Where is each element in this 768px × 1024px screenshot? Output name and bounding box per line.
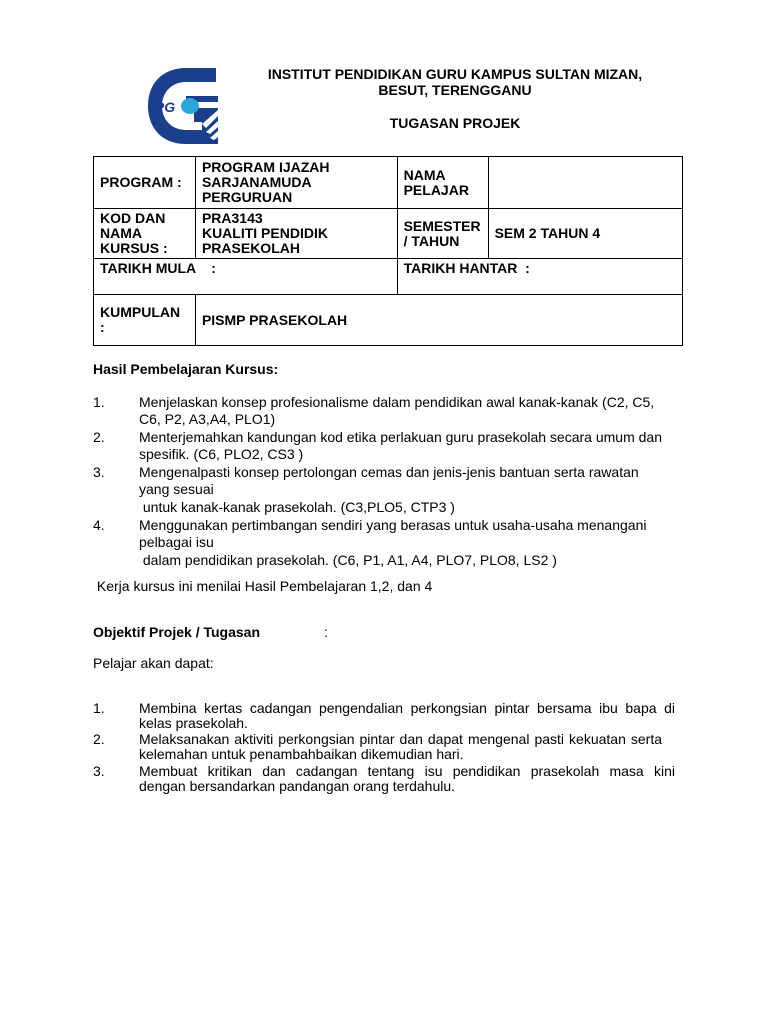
student-name-value xyxy=(488,157,682,209)
svg-text:IPG: IPG xyxy=(151,99,176,115)
assignment-info-table xyxy=(93,156,683,346)
table-row xyxy=(94,209,683,259)
start-date-label: TARIKH MULA : xyxy=(94,259,398,295)
group-value: PISMP PRASEKOLAH xyxy=(195,295,682,346)
table-row xyxy=(94,295,683,346)
objective-3-line1: Membuat kritikan dan cadangan tentang isu pendidikan prasekolah masa kini xyxy=(139,763,675,779)
outcome-2-line2: spesifik. (C6, PLO2, CS3 ) xyxy=(139,446,304,462)
outcome-1-line1: Menjelaskan konsep profesionalisme dalam pendidikan awal kanak-kanak (C2, C5, xyxy=(139,394,655,410)
semester-value: SEM 2 TAHUN 4 xyxy=(488,209,682,259)
table-row xyxy=(94,259,683,295)
outcome-3-line3: untuk kanak-kanak prasekolah. (C3,PLO5, CTP3 ) xyxy=(139,499,455,515)
outcome-number: 2. xyxy=(93,429,105,445)
objective-3-line2: dengan bersandarkan pandangan orang terdahulu. xyxy=(139,778,456,794)
course-value: PRA3143 KUALITI PENDIDIK PRASEKOLAH xyxy=(195,209,397,259)
outcome-4-line1: Menggunakan pertimbangan sendiri yang berasas untuk usaha-usaha menangani xyxy=(139,517,647,533)
ipg-logo xyxy=(146,66,222,146)
outcome-number: 1. xyxy=(93,394,105,410)
program-label: PROGRAM : xyxy=(94,157,196,209)
outcome-3-line2: yang sesuai xyxy=(139,481,214,497)
objective-1-line2: kelas prasekolah. xyxy=(139,715,248,731)
institution-name-line2: BESUT, TERENGGANU xyxy=(378,82,532,98)
outcome-1-line2: C6, P2, A3,A4, PLO1) xyxy=(139,411,276,427)
objectives-heading: Objektif Projek / Tugasan xyxy=(93,624,261,640)
submit-date-label: TARIKH HANTAR : xyxy=(397,259,682,295)
course-label: KOD DAN NAMA KURSUS : xyxy=(94,209,196,259)
group-label: KUMPULAN : xyxy=(94,295,196,346)
table-row xyxy=(94,157,683,209)
objective-1-line1: Membina kertas cadangan pengendalian perkongsian pintar bersama ibu bapa di xyxy=(139,700,675,716)
objective-number: 3. xyxy=(93,763,105,779)
objectives-colon: : xyxy=(324,624,328,640)
institution-name-line1: INSTITUT PENDIDIKAN GURU KAMPUS SULTAN MIZAN, xyxy=(267,66,643,82)
document-title: TUGASAN PROJEK xyxy=(389,115,521,131)
outcome-number: 4. xyxy=(93,517,105,533)
semester-label: SEMESTER / TAHUN xyxy=(397,209,488,259)
outcome-2-line1: Menterjemahkan kandungan kod etika perlakuan guru prasekolah secara umum dan xyxy=(139,429,662,445)
objective-2-line1: Melaksanakan aktiviti perkongsian pintar dan dapat mengenal pasti kekuatan serta xyxy=(139,731,662,747)
outcome-4-line3: dalam pendidikan prasekolah. (C6, P1, A1, A4, PLO7, PLO8, LS2 ) xyxy=(139,552,557,568)
outcomes-heading: Hasil Pembelajaran Kursus: xyxy=(93,361,279,377)
outcome-4-line2: pelbagai isu xyxy=(139,534,214,550)
outcome-3-line1: Mengenalpasti konsep pertolongan cemas dan jenis-jenis bantuan serta rawatan xyxy=(139,464,639,480)
objective-number: 1. xyxy=(93,700,105,716)
outcome-number: 3. xyxy=(93,464,105,480)
objective-2-line2: kelemahan untuk penambahbaikan dikemudian hari. xyxy=(139,746,464,762)
assessment-note: Kerja kursus ini menilai Hasil Pembelajaran 1,2, dan 4 xyxy=(93,578,433,594)
objectives-intro: Pelajar akan dapat: xyxy=(93,655,214,671)
student-name-label: NAMA PELAJAR xyxy=(397,157,488,209)
objective-number: 2. xyxy=(93,731,105,747)
program-value: PROGRAM IJAZAH SARJANAMUDA PERGURUAN xyxy=(195,157,397,209)
